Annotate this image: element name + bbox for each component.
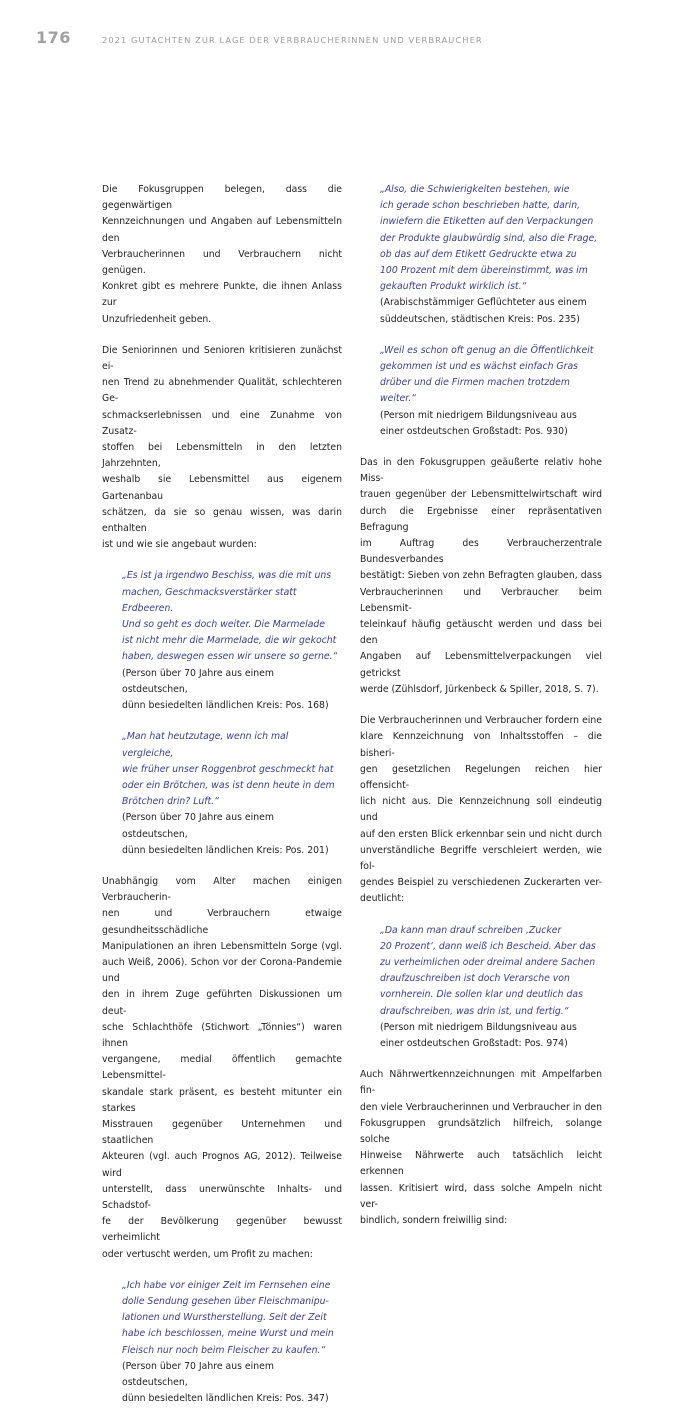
text-line: bindlich, sondern freiwillig sind: [360,1214,508,1226]
text-line: haben, deswegen essen wir unsere so gerne.“ [122,651,338,663]
text-line: Brötchen drin? Luft.“ [122,796,219,808]
text-line: Misstrauen gegenüber Unternehmen und staatlichen [102,1118,342,1147]
text-line: wie früher unser Roggenbrot geschmeckt hat [122,763,334,775]
text-line: deutlicht: [360,893,405,905]
text-line: dünn besiedelten ländlichen Kreis: Pos. 201) [122,844,329,856]
text-line: Verbraucherinnen und Verbraucher beim Lebensmit- [360,586,602,614]
text-line: Und so geht es doch weiter. Die Marmelade [122,619,326,631]
text-line: gendes Beispiel zu verschiedenen Zuckerarten ver- [360,877,602,889]
text-line: ich gerade schon beschrieben hatte, darin, [380,200,581,212]
quote-source [380,295,602,327]
text-line: Fokusgruppen grundsätzlich hilfreich, solange solche [360,1117,602,1145]
text-line: dolle Sendung gesehen über Fleischmanipu- [122,1296,329,1307]
text-line: gekommen ist und es wächst einfach Gras [380,361,578,373]
paragraph [102,182,342,328]
text-line: Manipulationen an ihren Lebensmitteln Sorge (vgl. [102,940,342,952]
text-line: sche Schlachthöfe (Stichwort „Tönnies“) waren ihnen [102,1021,342,1049]
text-line: Akteuren (vgl. auch Prognos AG, 2012). Teilweise wird [102,1151,342,1179]
text-line: habe ich beschlossen, meine Wurst und mein [122,1328,334,1340]
text-line: Das in den Fokusgruppen geäußerte relativ hohe Miss- [360,457,602,485]
text-line: nen Trend zu abnehmender Qualität, schlechteren Ge- [102,377,342,405]
text-line: schmackserlebnissen und eine Zunahme von Zusatz- [102,409,342,437]
quote-source [122,1359,342,1408]
text-line: Unzufriedenheit geben. [102,313,212,325]
text-line: inwiefern die Etiketten auf den Verpackungen [380,216,594,228]
paragraph [360,455,602,698]
text-line: gen gesetzlichen Regelungen reichen hier offensicht- [360,763,602,791]
text-line: Fleisch nur noch beim Fleischer zu kaufen.“ [122,1344,326,1356]
quote-text [380,182,602,295]
text-line: „Es ist ja irgendwo Beschiss, was die mit uns [122,570,332,582]
text-line: Hinweise Nährwerte auch tatsächlich leicht erkennen [360,1150,602,1178]
quote-text [122,729,342,810]
text-line: einer ostdeutschen Großstadt: Pos. 974) [380,1037,568,1049]
text-line: „Also, die Schwierigkeiten bestehen, wie [380,184,570,195]
quote-text [122,568,342,665]
paragraph [360,1067,602,1229]
text-line: 100 Prozent mit dem übereinstimmt, was im [380,265,588,277]
text-line: draufzuschreiben ist doch Verarsche von [380,973,570,985]
quote-text [380,343,602,408]
quote [360,182,602,328]
text-line: (Person über 70 Jahre aus einem ostdeutschen, [122,667,274,695]
text-line: auch Weiß, 2006). Schon vor der Corona-Pandemie und [102,956,342,985]
quote [360,343,602,440]
text-line: stoffen bei Lebensmitteln in den letzten Jahrzehnten, [102,442,342,470]
quote [360,923,602,1053]
text-line: Die Verbraucherinnen und Verbraucher fordern eine [360,715,602,727]
text-line: teleinkauf häufig getäuscht werden und dass bei den [360,619,602,647]
text-line: einer ostdeutschen Großstadt: Pos. 930) [380,425,568,437]
text-line: „Man hat heutzutage, wenn ich mal vergleiche, [122,731,289,759]
text-line: nen und Verbrauchern etwaige gesundheitsschädliche [102,908,342,936]
quote-source [380,1020,602,1052]
text-line: den viele Verbraucherinnen und Verbraucher in den [360,1101,602,1113]
text-line: oder ein Brötchen, was ist denn heute in dem [122,779,335,791]
text-line: unterstellt, dass unerwünschte Inhalts- und Schadstof- [102,1183,342,1211]
text-line: 20 Prozent‘, dann weiß ich Bescheid. Aber das [380,940,596,952]
quote-source [122,810,342,859]
text-line: auf den ersten Blick erkennbar sein und nicht durch [360,828,602,840]
text-line: ist und wie sie angebaut wurden: [102,539,257,551]
paragraph [102,874,342,1263]
text-line: weshalb sie Lebensmittel aus eigenem Gartenanbau [102,474,342,502]
text-line: ob das auf dem Etikett Gedruckte etwa zu [380,248,577,260]
text-line: dünn besiedelten ländlichen Kreis: Pos. 347) [122,1393,329,1405]
text-line: drüber und die Firmen machen trotzdem weiter.“ [380,377,570,405]
text-line: (Arabischstämmiger Geflüchteter aus einem [380,297,587,309]
text-line: lich nicht aus. Die Kennzeichnung soll eindeutig und [360,796,602,824]
right-column [360,182,602,1244]
text-line: lassen. Kritisiert wird, dass solche Ampeln nicht ver- [360,1182,602,1210]
paragraph [360,713,602,907]
text-line: skandale stark präsent, es besteht mitunter ein starkes [102,1086,342,1114]
text-line: (Person über 70 Jahre aus einem ostdeutschen, [122,812,274,840]
text-line: fe der Bevölkerung gegenüber bewusst verheimlicht [102,1216,342,1244]
text-line: bestätigt: Sieben von zehn Befragten glauben, dass [360,570,602,582]
text-line: zu verheimlichen oder dreimal andere Sachen [380,956,596,968]
quote-source [122,666,342,715]
text-line: vergangene, medial öffentlich gemachte Lebensmittel- [102,1054,342,1082]
quote-source [380,408,602,440]
text-line: Die Seniorinnen und Senioren kritisieren zunächst ei- [102,344,342,373]
text-line: (Person mit niedrigem Bildungsniveau aus [380,1021,577,1033]
quote-text [380,923,602,1020]
text-line: lationen und Wurstherstellung. Seit der Zeit [122,1312,327,1324]
text-line: süddeutschen, städtischen Kreis: Pos. 235) [380,313,580,325]
text-line: draufschreiben, was drin ist, und fertig.“ [380,1005,569,1017]
text-line: dünn besiedelten ländlichen Kreis: Pos. 168) [122,700,329,712]
text-line: Kennzeichnungen und Angaben auf Lebensmitteln den [102,216,342,244]
text-line: vornherein. Die sollen klar und deutlich das [380,989,583,1001]
text-line: Die Fokusgruppen belegen, dass die gegenwärtigen [102,184,342,212]
text-line: werde (Zühlsdorf, Jürkenbeck & Spiller, 2018, S. 7). [360,683,599,695]
text-line: „Weil es schon oft genug an die Öffentlichkeit [380,344,594,356]
text-line: schätzen, da sie so genau wissen, was darin enthalten [102,506,342,535]
text-line: klare Kennzeichnung von Inhaltsstoffen – die bisheri- [360,731,602,759]
text-line: Auch Nährwertkennzeichnungen mit Ampelfarben fin- [360,1069,602,1097]
text-line: (Person mit niedrigem Bildungsniveau aus [380,409,577,421]
text-line: ist nicht mehr die Marmelade, die wir gekocht [122,635,337,647]
paragraph [102,343,342,554]
text-line: gekauften Produkt wirklich ist.“ [380,281,527,293]
quote-text [122,1278,342,1359]
quote [102,568,342,714]
left-column [102,182,342,1422]
text-line: im Auftrag des Verbraucherzentrale Bundesverbandes [360,538,602,566]
text-line: Verbraucherinnen und Verbrauchern nicht genügen. [102,248,342,277]
page-number: 176 [36,28,71,47]
quote [102,1278,342,1408]
text-line: Angaben auf Lebensmittelverpackungen viel getrickst [360,651,602,679]
text-line: „Ich habe vor einiger Zeit im Fernsehen eine [122,1279,331,1291]
text-line: machen, Geschmacksverstärker statt Erdbeeren. [122,586,297,614]
text-line: trauen gegenüber der Lebensmittelwirtschaft wird [360,489,602,501]
text-line: Konkret gibt es mehrere Punkte, die ihnen Anlass zur [102,281,342,309]
running-title: 2021 GUTACHTEN ZUR LAGE DER VERBRAUCHERINNEN UND VERBRAUCHER [102,35,483,45]
text-line: Unabhängig vom Alter machen einigen Verbraucherin- [102,875,342,904]
text-line: durch die Ergebnisse einer repräsentativen Befragung [360,505,602,533]
text-line: oder vertuscht werden, um Profit zu machen: [102,1248,313,1260]
text-line: (Person über 70 Jahre aus einem ostdeutschen, [122,1360,274,1389]
quote [102,729,342,859]
text-line: unverständliche Begriffe verschleiert werden, wie fol- [360,844,602,872]
text-line: der Produkte glaubwürdig sind, also die Frage, [380,232,598,244]
text-line: „Da kann man drauf schreiben ‚Zucker [380,924,562,936]
text-line: den in ihrem Zuge geführten Diskussionen um deut- [102,989,342,1017]
